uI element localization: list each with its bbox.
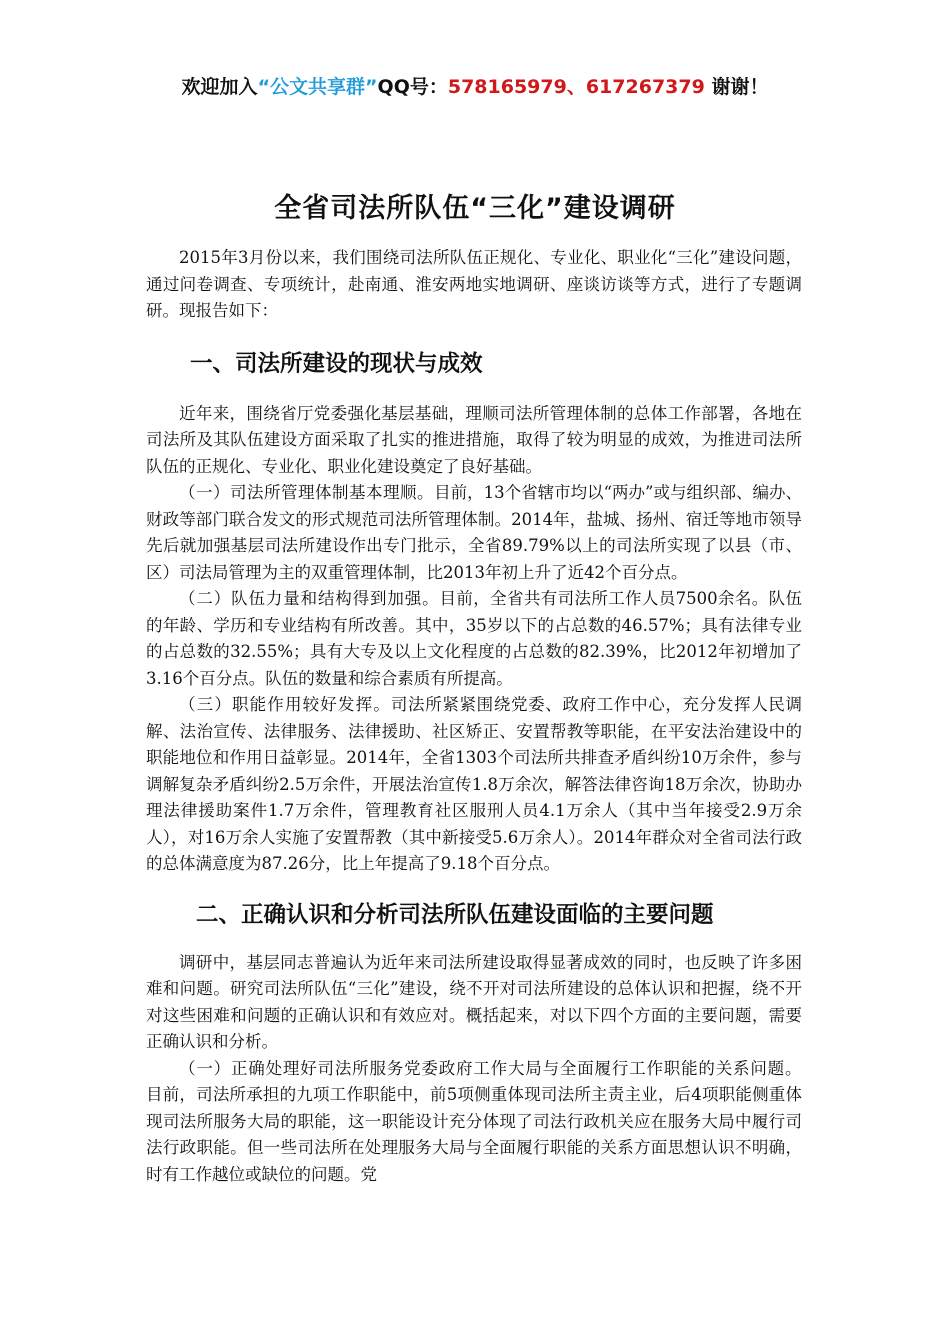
- banner-suffix: 谢谢！: [704, 76, 769, 98]
- banner-qq-label: QQ号：: [377, 76, 448, 98]
- section-2-item-1-body: 目前，司法所承担的九项工作职能中，前5项侧重体现司法所主责主业，后4项职能侧重体现司法所服务大局的职能，这一职能设计充分体现了司法行政机关应在服务大局中履行司法行政职能。但一些司法所在处理服务大局与全面履行职能的关系方面思想认识不明确，时有工作越位或缺位的问题。党: [146, 1085, 802, 1184]
- item-3-subheading: （三）职能作用较好发挥。: [179, 695, 391, 714]
- section-1-paragraph: 近年来，围绕省厅党委强化基层基础，理顺司法所管理体制的总体工作部署，各地在司法所及其队伍建设方面采取了扎实的推进措施，取得了较为明显的成效，为推进司法所队伍的正规化、专业化、职业化建设奠定了良好基础。: [146, 403, 802, 476]
- section-1-item-3: [146, 692, 802, 878]
- share-group-banner: [0, 72, 950, 99]
- section-1-item-1: [146, 480, 802, 586]
- item-2-body: 目前，全省共有司法所工作人员7500余名。队伍的年龄、学历和专业结构有所改善。其中，35岁以下的占总数的46.57%；具有法律专业的占总数的32.55%；具有大专及以上文化程度的占总数的82.39%，比2012年初增加了3.16个百分点。队伍的数量和综合素质有所提高。: [146, 589, 802, 688]
- banner-group-name: “公文共享群”: [257, 76, 378, 98]
- section-1-item-2: [146, 586, 802, 692]
- banner-qq-numbers: 578165979、617267379: [447, 76, 705, 98]
- document-title: 全省司法所队伍“三化”建设调研: [274, 193, 676, 224]
- item-1-subheading: （一）司法所管理体制基本理顺。: [179, 483, 435, 502]
- section-2-item-1: [146, 1056, 802, 1189]
- item-1-body: 目前，13个省辖市均以“两办”或与组织部、编办、财政等部门联合发文的形式规范司法所管理体制。2014年，盐城、扬州、宿迁等地市领导先后就加强基层司法所建设作出专门批示，全省89.79%以上的司法所实现了以县（市、区）司法局管理为主的双重管理体制，比2013年初上升了近42个百分点。: [146, 483, 803, 582]
- section-1-heading: 一、司法所建设的现状与成效: [190, 350, 483, 377]
- banner-prefix: 欢迎加入: [181, 76, 258, 98]
- intro-paragraph: 2015年3月份以来，我们围绕司法所队伍正规化、专业化、职业化“三化”建设问题，通过问卷调查、专项统计，赴南通、淮安两地实地调研、座谈访谈等方式，进行了专题调研。现报告如下：: [146, 248, 802, 320]
- section-2-heading: 二、正确认识和分析司法所队伍建设面临的主要问题: [196, 901, 714, 928]
- section-2-paragraph: 调研中，基层同志普遍认为近年来司法所建设取得显著成效的同时，也反映了许多困难和问题。研究司法所队伍“三化”建设，绕不开对司法所建设的总体认识和把握，绕不开对这些困难和问题的正确认识和有效应对。概括起来，对以下四个方面的主要问题，需要正确认识和分析。: [146, 952, 802, 1051]
- item-3-body: 司法所紧紧围绕党委、政府工作中心，充分发挥人民调解、法治宣传、法律服务、法律援助、社区矫正、安置帮教等职能，在平安法治建设中的职能地位和作用日益彰显。2014年，全省1303个司法所共排查矛盾纠纷10万余件，参与调解复杂矛盾纠纷2.5万余件，开展法治宣传1.8万余次，解答法律咨询18万余次，协助办理法律援助案件1.7万余件，管理教育社区服刑人员4.1万余人（其中当年接受2.9万余人），对16万余人实施了安置帮教（其中新接受5.6万余人）。2014年群众对全省司法行政的总体满意度为87.26分，比上年提高了9.18个百分点。: [146, 695, 803, 873]
- item-2-subheading: （二）队伍力量和结构得到加强。: [179, 589, 440, 608]
- document-body: [146, 245, 802, 1188]
- section-2-item-1-subheading: （一）正确处理好司法所服务党委政府工作大局与全面履行工作职能的关系问题。: [179, 1058, 802, 1078]
